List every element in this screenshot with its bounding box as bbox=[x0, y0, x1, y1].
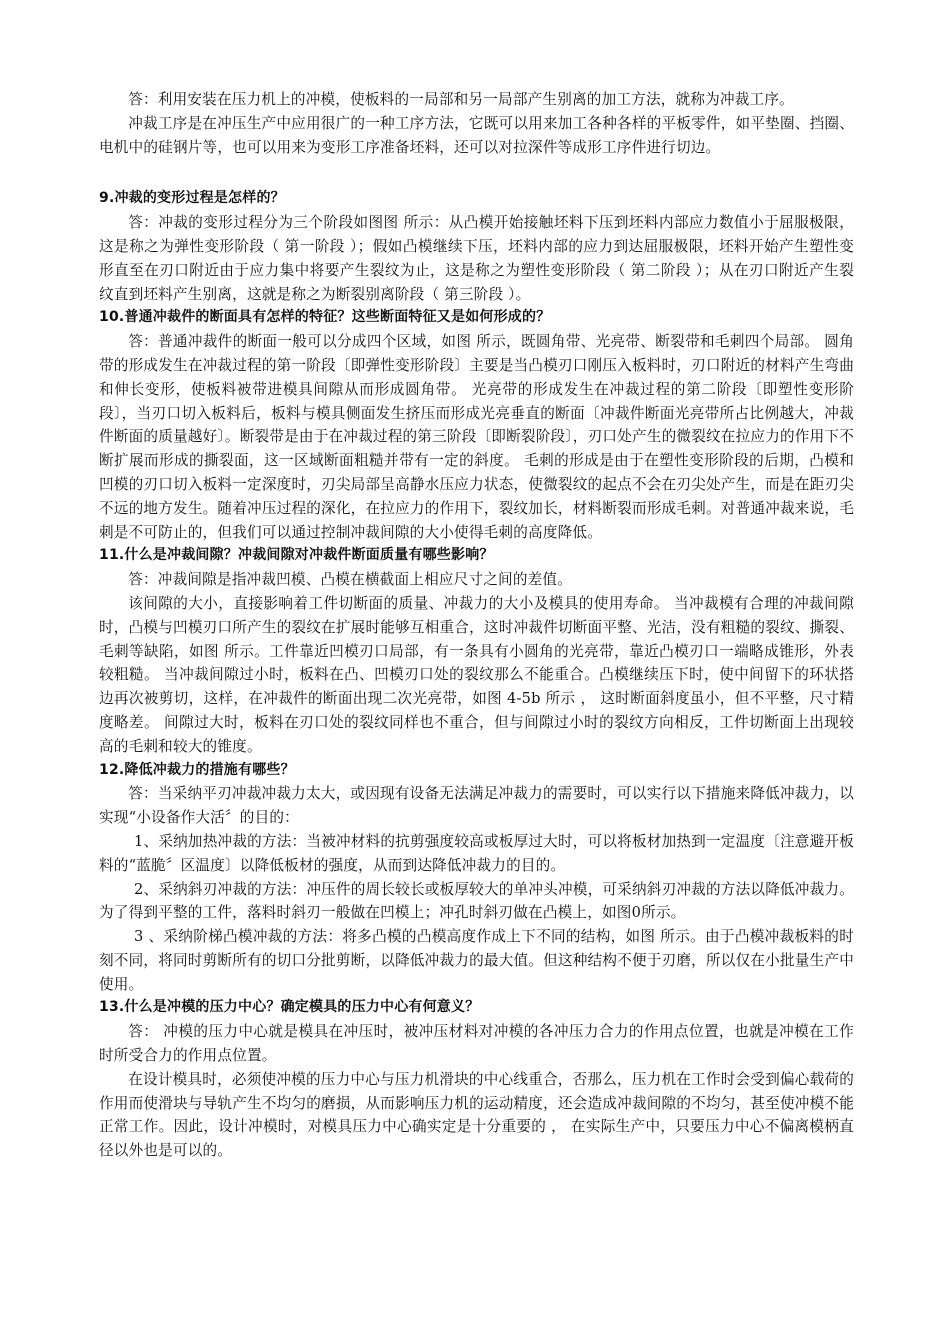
answer-paragraph-12: 答：当采纳平刃冲裁冲裁力太大，或因现有设备无法满足冲裁力的需要时，可以实行以下措施来降低冲裁力，以实现“小设备作大活〞的目的： bbox=[99, 785, 854, 827]
answer-paragraph-11: 答：冲裁间隙是指冲裁凹模、凸模在横截面上相应尺寸之间的差值。 bbox=[128, 571, 573, 589]
list-item-3: 3 、采纳阶梯凸模冲裁的方法：将多凸模的凸模高度作成上下不同的结构，如图 所示。由于凸模冲裁板料的时刻不同，将同时剪断所有的切口分批剪断，以降低冲裁力的最大值。但这种结构不便于刃磨，所以仅在小批量生产中使用。 bbox=[99, 928, 854, 993]
question-heading-11: 11.什么是冲裁间隙？冲裁间隙对冲裁件断面质量有哪些影响？ bbox=[99, 547, 494, 564]
question-heading-9: 9.冲裁的变形过程是怎样的？ bbox=[99, 190, 285, 207]
answer-paragraph-10: 答：普通冲裁件的断面一般可以分成四个区域，如图 所示，既圆角带、光亮带、断裂带和毛刺四个局部。 圆角带的形成发生在冲裁过程的第一阶段〔即弹性变形阶段〕主要是当凸模刃口刚压入板料时，刃口附近的材料产生弯曲和伸长变形，使板料被带进模具间隙从而形成圆角带。 光亮带的形成发生在冲裁过程的第二阶段〔即塑性变形阶段〕，当刃口切入板料后，板料与模具侧面发生挤压而形成光亮垂直的断面〔冲裁件断面光亮带所占比例越大，冲裁件断面的质量越好〕。断裂带是由于在冲裁过程的第三阶段〔即断裂阶段〕，刃口处产生的微裂纹在拉应力的作用下不断扩展而形成的撕裂面，这一区域断面粗糙并带有一定的斜度。 毛刺的形成是由于在塑性变形阶段的后期，凸模和凹模的刃口切入板料一定深度时，刃尖局部呈高静水压应力状态，使微裂纹的起点不会在刃尖处产生，而是在距刃尖不远的地方发生。随着冲压过程的深化，在拉应力的作用下，裂纹加长，材料断裂而形成毛刺。对普通冲裁来说，毛刺是不可防止的，但我们可以通过控制冲裁间隙的大小使得毛刺的高度降低。 bbox=[99, 333, 854, 541]
question-heading-13: 13.什么是冲模的压力中心？确定模具的压力中心有何意义？ bbox=[99, 999, 480, 1016]
answer-paragraph-9: 答：冲裁的变形过程分为三个阶段如图图 所示：从凸模开始接触坯料下压到坯料内部应力数值小于屈服极限，这是称之为弹性变形阶段（ 第一阶段 ）；假如凸模继续下压，坯料内部的应力到达屈服极限，坯料开始产生塑性变形直至在刃口附近由于应力集中将要产生裂纹为止，这是称之为塑性变形阶段（ 第二阶段 ）；从在刃口附近产生裂纹直到坯料产生别离，这就是称之为断裂别离阶段（ 第三阶段 ）。 bbox=[99, 214, 854, 303]
body-paragraph-13: 在设计模具时，必须使冲模的压力中心与压力机滑块的中心线重合，否那么，压力机在工作时会受到偏心载荷的作用而使滑块与导轨产生不均匀的磨损，从而影响压力机的运动精度，还会造成冲裁间隙的不均匀，甚至使冲模不能正常工作。因此，设计冲模时，对模具压力中心确实定是十分重要的 ， 在实际生产中，只要压力中心不偏离模柄直径以外也是可以的。 bbox=[99, 1070, 854, 1160]
body-paragraph-11: 该间隙的大小，直接影响着工件切断面的质量、冲裁力的大小及模具的使用寿命。 当冲裁模有合理的冲裁间隙时，凸模与凹模刃口所产生的裂纹在扩展时能够互相重合，这时冲裁件切断面平整、光洁，没有粗糙的裂纹、撕裂、毛刺等缺陷，如图 所示。工件靠近凹模刃口局部，有一条具有小圆角的光亮带，靠近凸模刃口一端略成锥形，外表较粗糙。 当冲裁间隙过小时，板料在凸、凹模刃口处的裂纹那么不能重合。凸模继续压下时，使中间留下的环状搭边再次被剪切，这样，在冲裁件的断面出现二次光亮带，如图 4-5b 所示 ， 这时断面斜度虽小，但不平整，尺寸精度略差。 间隙过大时，板料在刃口处的裂纹同样也不重合，但与间隙过小时的裂纹方向相反，工件切断面上出现较高的毛刺和较大的锥度。 bbox=[99, 594, 854, 755]
question-heading-10: 10.普通冲裁件的断面具有怎样的特征？这些断面特征又是如何形成的？ bbox=[99, 309, 551, 326]
list-item-2: 2、采纳斜刃冲裁的方法：冲压件的周长较长或板厚较大的单冲头冲模，可采纳斜刃冲裁的方法以降低冲裁力。为了得到平整的工件，落料时斜刃一般做在凹模上；冲孔时斜刃做在凸模上，如图0所示。 bbox=[99, 880, 854, 922]
list-item-1: 1、采纳加热冲裁的方法：当被冲材料的抗剪强度较高或板厚过大时，可以将板材加热到一定温度〔注意避开板料的“蓝脆〞区温度〕以降低板材的强度，从而到达降低冲裁力的目的。 bbox=[99, 832, 854, 874]
answer-paragraph: 答：利用安装在压力机上的冲模，使板料的一局部和另一局部产生别离的加工方法，就称为冲裁工序。 bbox=[128, 91, 794, 108]
answer-paragraph-13: 答： 冲模的压力中心就是模具在冲压时，被冲压材料对冲模的各冲压力合力的作用点位置，也就是冲模在工作时所受合力的作用点位置。 bbox=[99, 1023, 854, 1065]
body-paragraph: 冲裁工序是在冲压生产中应用很广的一种工序方法，它既可以用来加工各种各样的平板零件，如平垫圈、挡圈、电机中的硅钢片等，也可以用来为变形工序准备坯料，还可以对拉深件等成形工序件进行切边。 bbox=[99, 114, 854, 156]
question-heading-12: 12.降低冲裁力的措施有哪些？ bbox=[99, 761, 295, 778]
document-page bbox=[99, 88, 854, 1163]
section-spacer bbox=[99, 159, 854, 187]
